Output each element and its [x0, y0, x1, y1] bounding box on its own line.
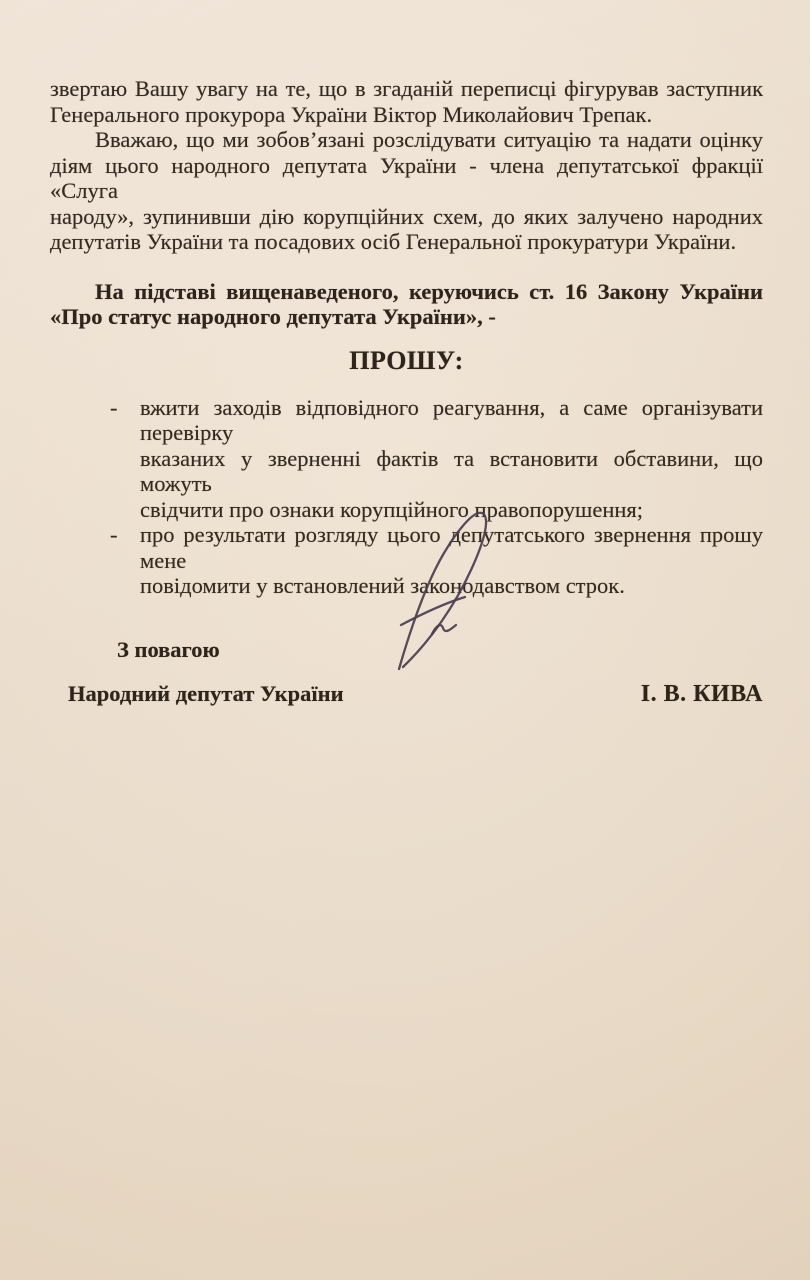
text-line: свідчити про ознаки корупційного правопорушення; [140, 496, 644, 522]
text-line: вказаних у зверненні фактів та встановити обставини, що можуть [140, 445, 763, 496]
closing-salutation: З повагою [117, 636, 220, 662]
text-line: Вважаю, що ми зобов’язані розслідувати ситуацію та надати оцінку [95, 127, 763, 152]
dash-marker: - [110, 522, 118, 547]
paragraph-continuation [50, 76, 763, 127]
dash-marker: - [110, 394, 118, 420]
text-line: звертаю Вашу увагу на те, що в згаданій переписці фігурував заступник [50, 76, 763, 101]
text-line: повідомити у встановлений законодавством строк. [140, 573, 625, 598]
text-line: На підставі вищенаведеного, керуючись ст. 16 Закону України [95, 278, 763, 304]
handwritten-signature-icon [370, 497, 510, 692]
text-line: про результати розгляду цього депутатського звернення прошу мене [140, 522, 763, 573]
text-line: депутатів України та посадових осіб Генеральної прокуратури України. [50, 229, 737, 254]
signer-name: І. В. КИВА [640, 681, 763, 707]
request-heading: ПРОШУ: [349, 345, 464, 375]
signer-title: Народний депутат України [68, 681, 344, 706]
text-line: вжити заходів відповідного реагування, а саме організувати перевірку [140, 394, 763, 445]
text-line: Генерального прокурора України Віктор Миколайович Трепак. [50, 101, 653, 127]
paragraph-legal-basis [50, 279, 763, 330]
text-line: народу», зупинивши дію корупційних схем, до яких залучено народних [50, 203, 763, 229]
paragraph-opinion [50, 127, 763, 255]
text-line: «Про статус народного депутата України», - [50, 304, 496, 329]
text-line: діям цього народного депутата України - члена депутатської фракції «Слуга [50, 152, 763, 203]
